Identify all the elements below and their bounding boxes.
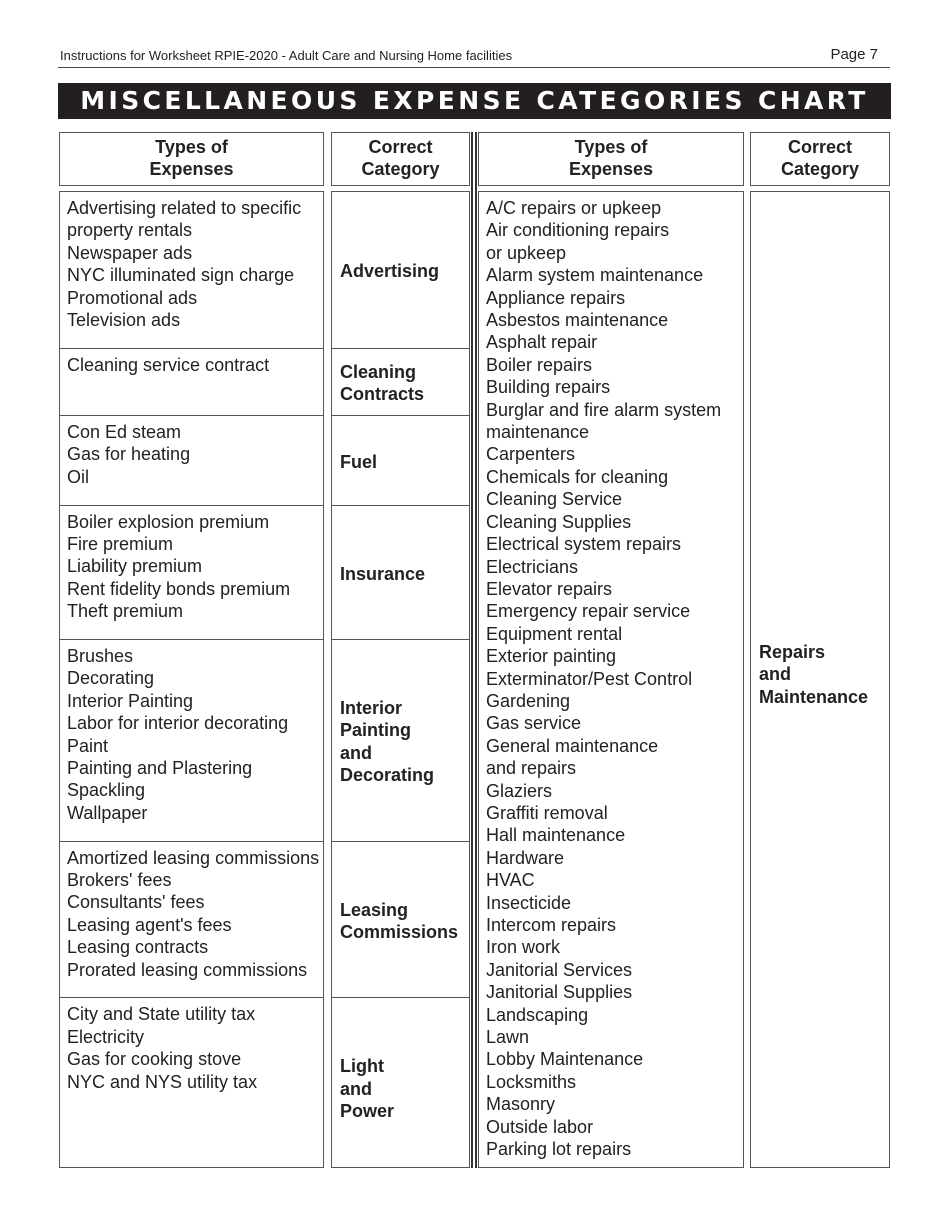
expense-item: and repairs [486,758,577,779]
expense-item: Alarm system maintenance [486,265,704,286]
expense-item: Building repairs [486,377,611,398]
expense-item: Lobby Maintenance [486,1049,644,1070]
left-expense-group [60,350,327,376]
expense-item: NYC illuminated sign charge [67,265,295,286]
expense-item: Painting and Plastering [67,758,253,779]
expense-item: Hall maintenance [486,825,626,846]
expense-item: or upkeep [486,242,567,263]
expense-item: Landscaping [486,1004,589,1025]
expense-item: Gas for heating [67,444,191,465]
row-separator [331,997,470,998]
right-types-header: Types of Expenses [478,132,744,186]
expense-item: General maintenance [486,735,659,756]
expense-item: Theft premium [67,601,184,622]
expense-item: Wallpaper [67,802,148,823]
left-expense-group [60,417,327,488]
expense-item: Labor for interior decorating [67,713,289,734]
expense-item: Outside labor [486,1116,594,1137]
expense-item: property rentals [67,220,193,241]
expense-item: A/C repairs or upkeep [486,198,662,218]
expense-item: Consultants' fees [67,892,205,913]
row-separator [331,841,470,842]
expense-item: Iron work [486,937,561,958]
expense-item: Glaziers [486,780,553,801]
expense-item: Graffiti removal [486,802,608,823]
expense-item: Air conditioning repairs [486,220,670,241]
expense-item: Intercom repairs [486,915,617,935]
category-label: Leasing Commissions [340,899,459,942]
expense-item: Cleaning Supplies [486,511,632,532]
expense-item: Elevator repairs [486,578,613,599]
expense-item: Carpenters [486,444,576,465]
expense-item: Electrical system repairs [486,534,682,555]
expense-item: Janitorial Supplies [486,982,633,1003]
table-divider-bar [471,132,473,1168]
left-expense-group [60,843,327,981]
expense-item: Gas service [486,713,582,734]
expense-item: Newspaper ads [67,242,193,263]
right-expense-list [479,193,746,1160]
row-separator [59,415,324,416]
expense-item: Gas for cooking stove [67,1049,242,1070]
expense-item: Asphalt repair [486,332,598,353]
expense-item: Con Ed steam [67,422,182,442]
expense-item: Decorating [67,668,155,689]
table-divider-bar [475,132,477,1168]
expense-item: Spackling [67,780,146,801]
expense-item: Leasing agent's fees [67,914,232,935]
expense-item: Emergency repair service [486,601,691,622]
expense-item: Boiler repairs [486,354,593,375]
expense-item: Paint [67,735,109,756]
right-category-header: Correct Category [750,132,890,186]
expense-item: Amortized leasing commissions [67,847,320,868]
expense-item: Boiler explosion premium [67,511,270,532]
expense-item: Oil [67,466,89,487]
expense-item: City and State utility tax [67,1004,256,1025]
expense-item: Prorated leasing commissions [67,959,308,980]
chart-banner: MISCELLANEOUS EXPENSE CATEGORIES CHART [58,83,891,119]
left-types-header: Types of Expenses [59,132,324,186]
expense-item: Rent fidelity bonds premium [67,578,291,599]
expense-item: Television ads [67,310,181,331]
expense-item: Electricians [486,556,579,577]
expense-item: Advertising related to specific [67,198,302,218]
expense-item: Insecticide [486,892,572,913]
left-expense-group [60,641,327,824]
row-separator [331,415,470,416]
expense-item: Fire premium [67,534,174,554]
expense-item: Masonry [486,1094,556,1115]
expense-item: Cleaning service contract [67,354,270,375]
expense-item: Equipment rental [486,623,623,644]
category-label: Cleaning Contracts [340,362,425,405]
row-separator [59,505,324,506]
page-number: Page 7 [830,46,878,63]
left-category-column [331,191,470,1168]
expense-item: Electricity [67,1026,145,1047]
header-divider [58,67,890,68]
expense-item: Leasing contracts [67,937,209,958]
category-label: Insurance [340,563,426,584]
expense-item: HVAC [486,870,535,891]
expense-item: Chemicals for cleaning [486,466,669,487]
expense-item: Asbestos maintenance [486,310,669,331]
row-separator [331,639,470,640]
expense-item: Brushes [67,646,134,666]
expense-item: Janitorial Services [486,959,633,980]
expense-item: Locksmiths [486,1071,577,1092]
expense-item: Liability premium [67,556,203,577]
expense-item: Burglar and fire alarm system [486,399,722,420]
left-expense-group [60,999,327,1093]
left-expense-group [60,507,327,623]
expense-item: Promotional ads [67,287,198,308]
row-separator [59,841,324,842]
left-expense-group [60,193,327,331]
row-separator [331,348,470,349]
row-separator [59,997,324,998]
expense-item: Appliance repairs [486,287,626,308]
expense-item: Interior Painting [67,690,194,711]
expense-item: Cleaning Service [486,489,623,510]
category-label: Advertising [340,261,440,282]
expense-item: maintenance [486,422,590,443]
page-header-title: Instructions for Worksheet RPIE-2020 - Adult Care and Nursing Home facilities [60,48,513,63]
category-label: Light and Power [340,1056,395,1122]
expense-item: Parking lot repairs [486,1139,632,1160]
row-separator [331,505,470,506]
row-separator [59,348,324,349]
expense-item: Gardening [486,690,571,711]
expense-item: Exterminator/Pest Control [486,668,693,689]
category-label: Fuel [340,451,378,472]
expense-item: Brokers' fees [67,870,172,890]
expense-item: Lawn [486,1027,530,1048]
right-category-label: Repairs and Maintenance [759,642,869,707]
category-label: Interior Painting and Decorating [340,698,435,786]
row-separator [59,639,324,640]
expense-item: Hardware [486,847,565,868]
expense-item: NYC and NYS utility tax [67,1071,258,1092]
expense-item: Exterior painting [486,646,617,667]
left-category-header: Correct Category [331,132,470,186]
